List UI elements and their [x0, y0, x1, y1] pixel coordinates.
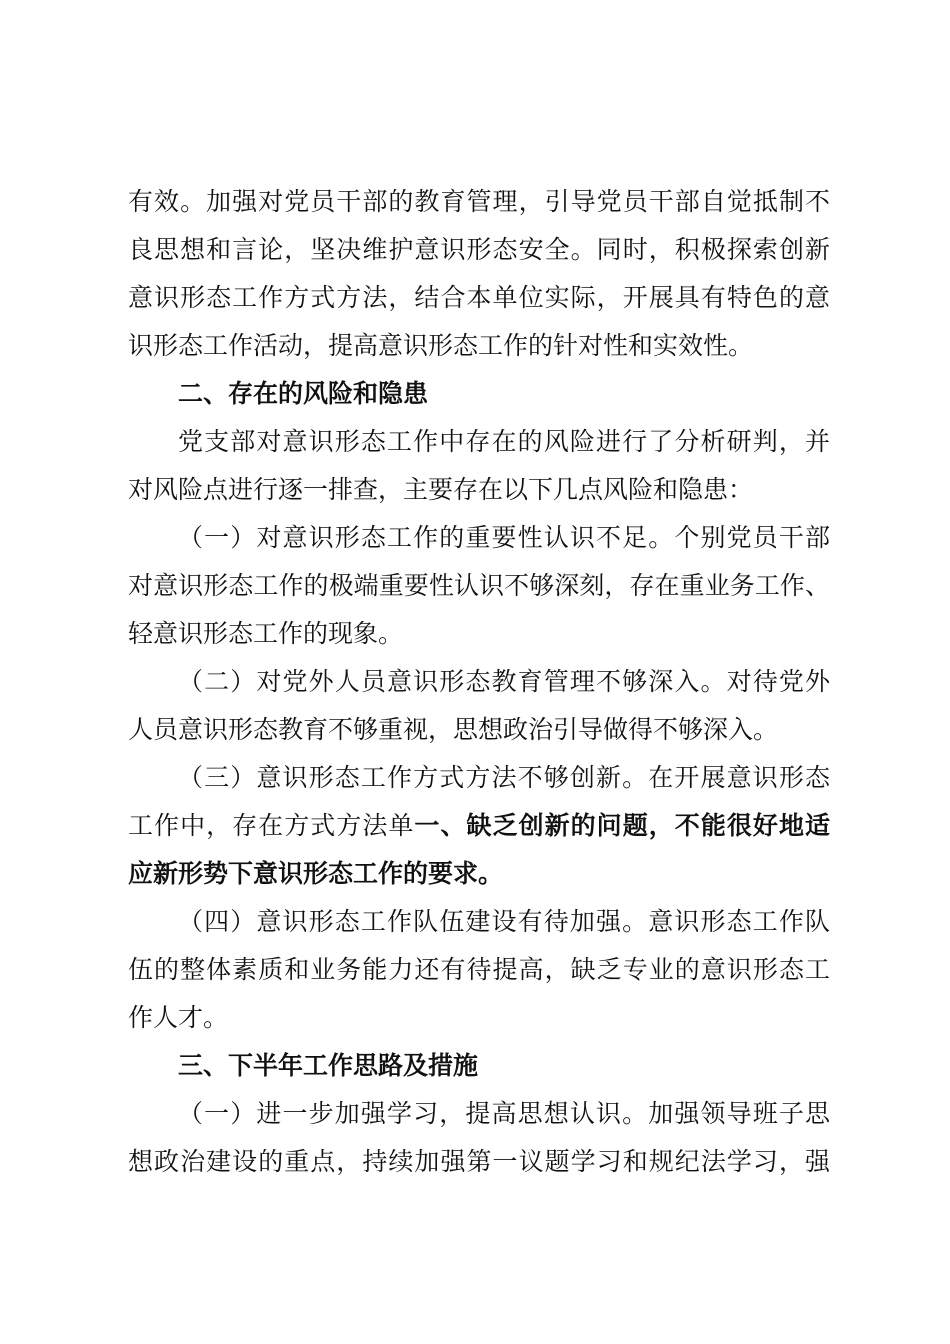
text-line-mixed: [128, 802, 830, 850]
text-line: （一）对意识形态工作的重要性认识不足。个别党员干部: [178, 523, 830, 552]
paragraph-plan-item-1: [128, 1090, 830, 1186]
text-segment: 工作中，存在方式方法单: [128, 811, 415, 840]
text-line: （四）意识形态工作队伍建设有待加强。意识形态工作队: [178, 907, 830, 936]
document-body: [128, 178, 830, 1186]
text-line: 良思想和言论，坚决维护意识形态安全。同时，积极探索创新: [128, 235, 830, 264]
text-line-bold: 应新形势下意识形态工作的要求。: [128, 859, 504, 888]
text-line: 轻意识形态工作的现象。: [128, 619, 404, 648]
paragraph-risk-analysis: [128, 418, 830, 514]
text-line: 识形态工作活动，提高意识形态工作的针对性和实效性。: [128, 331, 754, 360]
text-line: 意识形态工作方式方法，结合本单位实际，开展具有特色的意: [128, 283, 830, 312]
text-line: 想政治建设的重点，持续加强第一议题学习和规纪法学习，强: [128, 1147, 830, 1176]
paragraph-risk-item-2: [128, 658, 830, 754]
paragraph-intro-continued: [128, 178, 830, 370]
text-line: 有效。加强对党员干部的教育管理，引导党员干部自觉抵制不: [128, 187, 830, 216]
text-segment-bold: 一、缺乏创新的问题，不能很好地适: [414, 811, 830, 840]
paragraph-risk-item-4: [128, 898, 830, 1042]
section-heading-plans: 三、下半年工作思路及措施: [178, 1051, 479, 1080]
text-line: 党支部对意识形态工作中存在的风险进行了分析研判，并: [178, 427, 830, 456]
text-line: （三）意识形态工作方式方法不够创新。在开展意识形态: [178, 763, 830, 792]
text-line: 人员意识形态教育不够重视，思想政治引导做得不够深入。: [128, 715, 779, 744]
text-line: 作人才。: [128, 1003, 229, 1032]
text-line: 对风险点进行逐一排查，主要存在以下几点风险和隐患：: [128, 475, 754, 504]
section-heading-risks: 二、存在的风险和隐患: [178, 379, 429, 408]
text-line: （一）进一步加强学习，提高思想认识。加强领导班子思: [178, 1099, 830, 1128]
text-line: 对意识形态工作的极端重要性认识不够深刻，存在重业务工作、: [128, 571, 830, 600]
text-line: 伍的整体素质和业务能力还有待提高，缺乏专业的意识形态工: [128, 955, 830, 984]
paragraph-risk-item-1: [128, 514, 830, 658]
paragraph-risk-item-3: [128, 754, 830, 898]
text-line: （二）对党外人员意识形态教育管理不够深入。对待党外: [178, 667, 830, 696]
